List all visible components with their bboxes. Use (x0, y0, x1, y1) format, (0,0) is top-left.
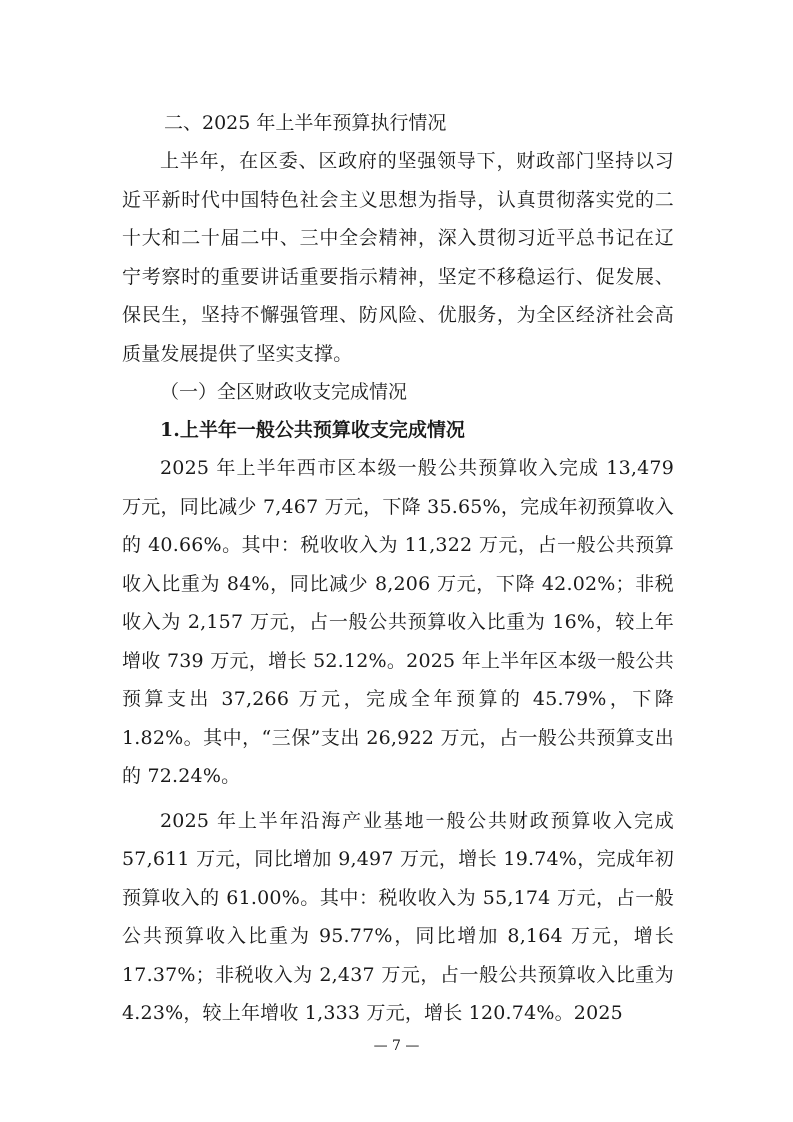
section-title: 二、2025 年上半年预算执行情况 (164, 112, 447, 134)
paragraph-xishi-district: 2025 年上半年西市区本级一般公共预算收入完成 13,479 万元，同比减少 7,467 万元，下降 35.65%，完成年初预算收入的 40.66%。其中：税收收入为 11,322 万元，占一般公共预算收入比重为 84%，同比减少 8,206 万元，下降 42.02%；非税收入为 2,157 万元，占一般公共预算收入比重为 16%，较上年增收 739 万元，增长 52.12%。2025 年上半年区本级一般公共预算支出 37,266 万元，完成全年预算的 45.79%，下降 1.82%。其中，“三保”支出 26,922 万元，占一般公共预算支出的 72.24%。 (122, 457, 674, 787)
subsection-title: （一）全区财政收支完成情况 (160, 381, 408, 403)
intro-paragraph: 上半年，在区委、区政府的坚强领导下，财政部门坚持以习近平新时代中国特色社会主义思想为指导，认真贯彻落实党的二十大和二十届二中、三中全会精神，深入贯彻习近平总书记在辽宁考察时的重要讲话重要指示精神，坚定不移稳运行、促发展、保民生，坚持不懈强管理、防风险、优服务，为全区经济社会高质量发展提供了坚实支撑。 (122, 150, 674, 365)
item-title: 1.上半年一般公共预算收支完成情况 (160, 419, 465, 441)
document-body (122, 104, 674, 1033)
paragraph-coastal-base: 2025 年上半年沿海产业基地一般公共财政预算收入完成 57,611 万元，同比增加 9,497 万元，增长 19.74%，完成年初预算收入的 61.00%。其中：税收收入为 55,174 万元，占一般公共预算收入比重为 95.77%，同比增加 8,164 万元，增长 17.37%；非税收入为 2,437 万元，占一般公共预算收入比重为 4.23%，较上年增收 1,333 万元，增长 120.74%。2025 (122, 809, 674, 1024)
page-number: — 7 — (373, 1038, 420, 1054)
